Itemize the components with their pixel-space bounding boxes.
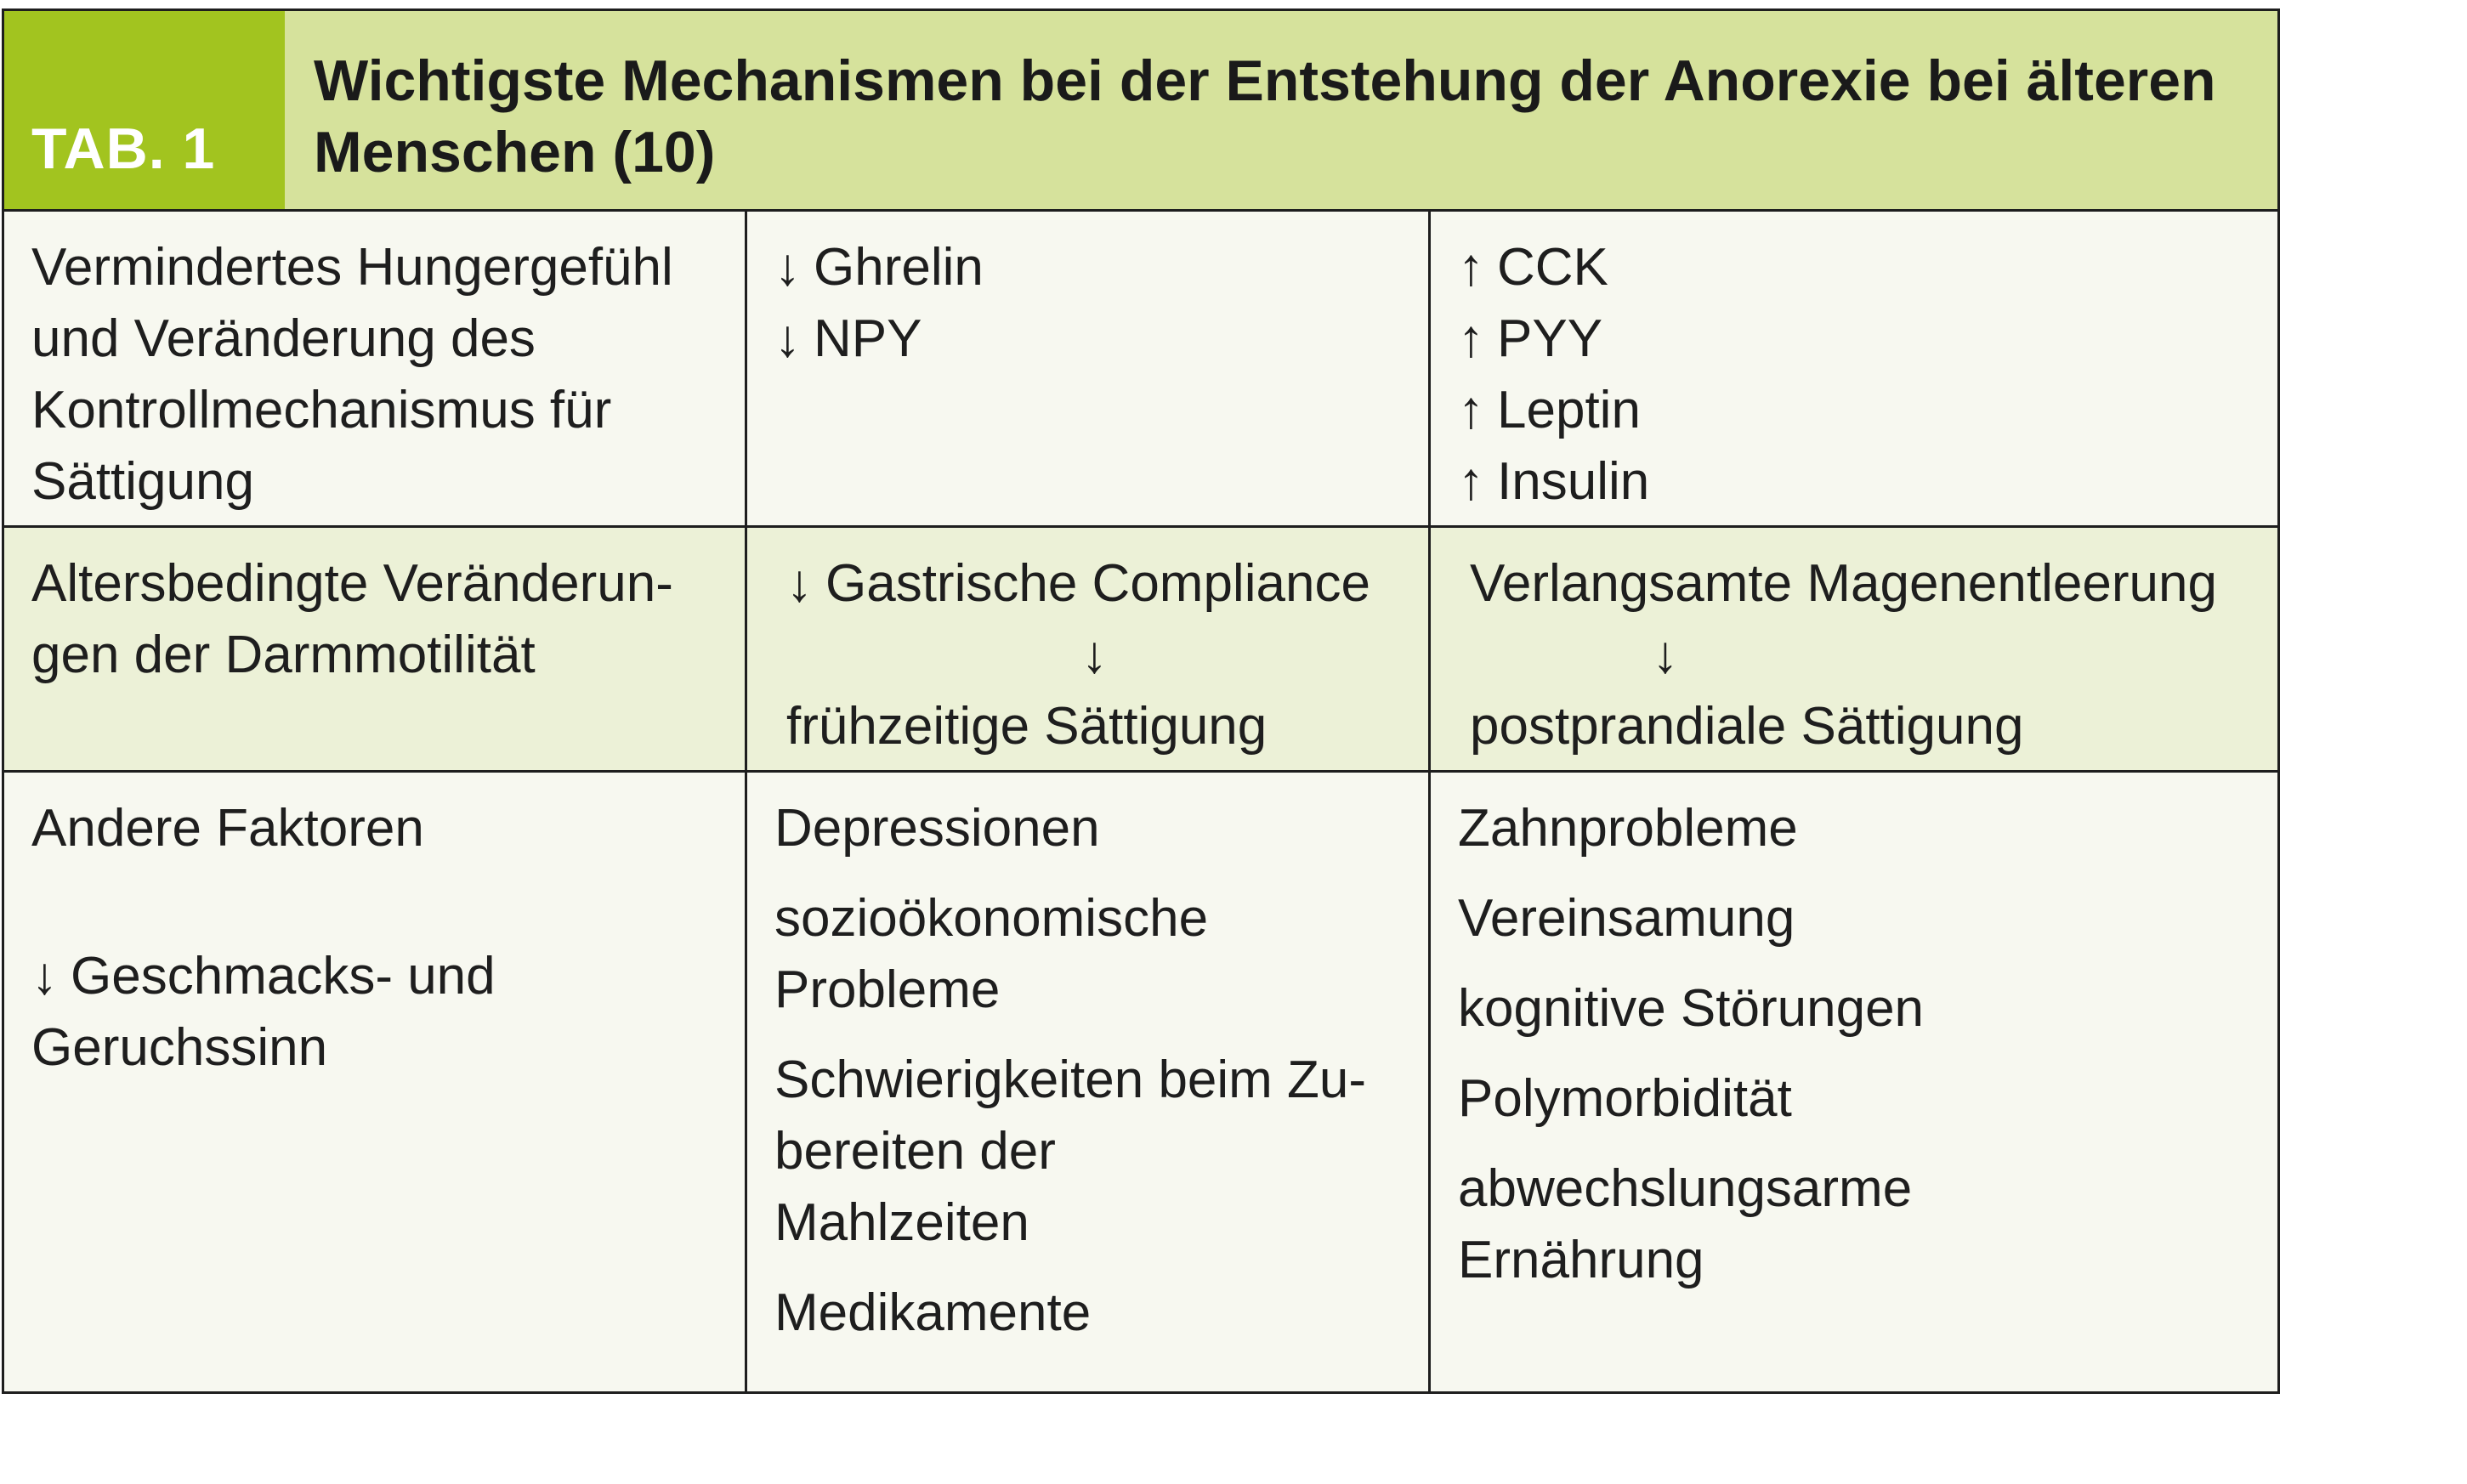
cause-text: Verlangsamte Magenentleerung [1470,554,2217,613]
hormone-item [774,232,1403,303]
anorexia-mechanisms-table [2,8,2280,1394]
list-item: Schwierigkeiten beim Zu- [774,1051,1367,1109]
list-item: kognitive Störungen [1458,979,1925,1038]
list-item: sozioökonomische [774,889,1209,948]
list-item: Zahnprobleme [1458,799,1798,858]
category-text: Sättigung [31,452,254,511]
table-row-other-factors [4,773,2277,1391]
arrow-down-icon: ↓ [31,947,58,1005]
list-item: abwechslungsarme [1458,1159,1913,1218]
table-row-motility [4,528,2277,773]
row-2-emptying-cell [1431,528,2277,770]
hormone-name: Ghrelin [814,238,984,297]
row-3-factors-cell-b [1431,773,2277,1391]
arrow-down-icon: ↓ [786,554,813,613]
row-3-factors-cell-a [747,773,1431,1391]
hormone-name: NPY [814,309,922,368]
table-number-label: TAB. 1 [4,11,285,209]
category-text: Altersbedingte Veränderun- [31,554,673,613]
arrow-down-icon: ↓ [774,309,801,368]
category-text: Vermindertes Hungergefühl [31,238,673,297]
list-item: Mahlzeiten [774,1193,1029,1252]
hormone-name: CCK [1497,238,1608,297]
category-text: und Veränderung des [31,309,536,368]
list-item: Vereinsamung [1458,889,1795,948]
arrow-down-icon: ↓ [1652,626,1679,684]
table-row-hunger [4,212,2277,528]
hormone-item [1458,375,2252,446]
row-3-category-cell [4,773,747,1391]
effect-text: postprandiale Sättigung [1470,697,2024,756]
list-item: Depressionen [774,799,1100,858]
cause-text: Gastrische Compliance [825,554,1370,613]
hormone-item [1458,446,2252,518]
arrow-up-icon: ↑ [1458,452,1484,511]
factor-text: Geschmacks- und [71,947,496,1005]
list-item: Ernährung [1458,1231,1704,1289]
hormone-name: PYY [1497,309,1603,368]
hormone-name: Leptin [1497,381,1641,439]
hormone-item [1458,303,2252,375]
row-2-compliance-cell [747,528,1431,770]
category-text: Andere Faktoren [31,799,424,858]
row-1-decreased-cell [747,212,1431,525]
arrow-down-icon: ↓ [1081,626,1108,684]
table-header [4,11,2277,212]
list-item: Polymorbidität [1458,1069,1792,1128]
category-text: gen der Darmmotilität [31,626,536,684]
hormone-item [1458,232,2252,303]
arrow-up-icon: ↑ [1458,381,1484,439]
arrow-up-icon: ↑ [1458,309,1484,368]
arrow-up-icon: ↑ [1458,238,1484,297]
table-title-line-2: Menschen (10) [314,120,716,184]
hormone-item [774,303,1403,375]
row-1-category-cell [4,212,747,525]
list-item: Medikamente [774,1283,1092,1342]
category-text: Kontrollmechanismus für [31,381,612,439]
factor-text: Geruchssinn [31,1018,328,1077]
list-item: Probleme [774,960,1001,1019]
list-item: bereiten der [774,1122,1056,1181]
cause-item [786,548,1403,620]
factor-item [31,941,719,1012]
table-title [285,11,2277,209]
row-1-increased-cell [1431,212,2277,525]
table-title-line-1: Wichtigste Mechanismen bei der Entstehung der Anorexie bei älteren [314,48,2216,113]
arrow-down-icon: ↓ [774,238,801,297]
row-2-category-cell [4,528,747,770]
effect-text: frühzeitige Sättigung [786,697,1268,756]
hormone-name: Insulin [1497,452,1650,511]
